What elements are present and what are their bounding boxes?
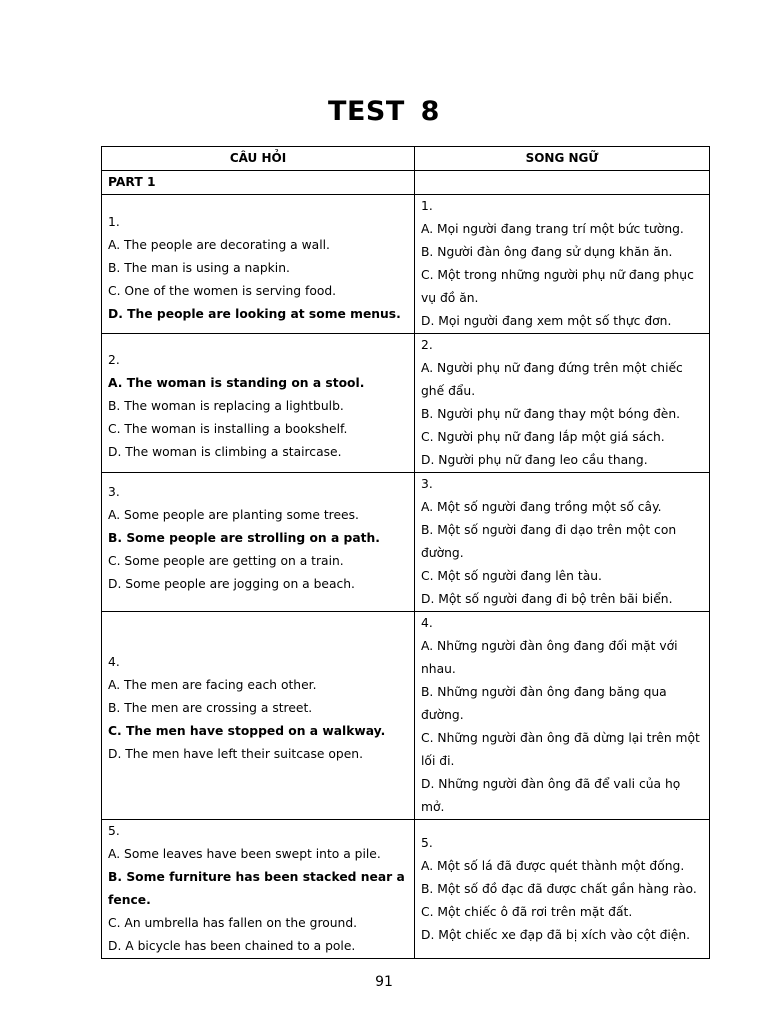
option-c: C. An umbrella has fallen on the ground.	[108, 916, 358, 930]
question-number: 5.	[108, 824, 120, 838]
question-row	[102, 195, 710, 334]
vn-line: D. Một số người đang đi bộ trên bãi biển.	[421, 592, 673, 606]
option-d: D. Some people are jogging on a beach.	[108, 576, 355, 591]
question-vn-cell	[415, 473, 710, 612]
option-d-answer: D. The people are looking at some menus.	[108, 306, 401, 321]
vn-line: C. Một số người đang lên tàu.	[421, 569, 602, 583]
option-c: C. The woman is installing a bookshelf.	[108, 421, 348, 436]
page-title: TEST 8	[328, 96, 440, 127]
option-b-answer: B. Some furniture has been stacked near a	[108, 870, 405, 884]
vn-line: D. Một chiếc xe đạp đã bị xích vào cột điện.	[421, 927, 691, 942]
vn-line: A. Người phụ nữ đang đứng trên một chiếc	[421, 361, 683, 375]
header-questions: CÂU HỎI	[102, 147, 415, 171]
option-c-answer: C. The men have stopped on a walkway.	[108, 724, 386, 738]
question-en-cell	[102, 473, 415, 612]
question-en-cell	[102, 612, 415, 820]
vn-line: vụ đồ ăn.	[421, 291, 479, 305]
vn-line: 1.	[421, 199, 433, 213]
question-row	[102, 473, 710, 612]
vn-line: nhau.	[421, 662, 456, 676]
vn-line: B. Người phụ nữ đang thay một bóng đèn.	[421, 407, 681, 421]
vn-line: B. Một số đồ đạc đã được chất gần hàng rào.	[421, 881, 697, 896]
vn-line: D. Những người đàn ông đã để vali của họ	[421, 777, 681, 791]
question-row	[102, 612, 710, 820]
vn-line: C. Những người đàn ông đã dừng lại trên một	[421, 731, 700, 745]
vn-line: 4.	[421, 616, 433, 630]
option-c: C. One of the women is serving food.	[108, 283, 337, 298]
vn-line: B. Một số người đang đi dạo trên một con	[421, 523, 677, 537]
vn-line: mở.	[421, 800, 445, 814]
option-b: B. The men are crossing a street.	[108, 701, 313, 715]
vn-line: C. Người phụ nữ đang lắp một giá sách.	[421, 430, 665, 444]
vn-line: D. Mọi người đang xem một số thực đơn.	[421, 314, 672, 328]
part-row	[102, 171, 710, 195]
bilingual-table	[101, 146, 710, 959]
question-en-cell	[102, 195, 415, 334]
table-header-row	[102, 147, 710, 171]
vn-line: A. Những người đàn ông đang đối mặt với	[421, 639, 678, 653]
option-a-answer: A. The woman is standing on a stool.	[108, 375, 365, 390]
vn-line: 2.	[421, 338, 433, 352]
vn-line: A. Một số người đang trồng một số cây.	[421, 500, 662, 514]
vn-line: lối đi.	[421, 754, 455, 768]
option-b: B. The man is using a napkin.	[108, 260, 290, 275]
part-label: PART 1	[102, 171, 415, 195]
vn-line: D. Người phụ nữ đang leo cầu thang.	[421, 453, 648, 467]
question-number: 1.	[108, 214, 120, 229]
vn-line: A. Mọi người đang trang trí một bức tường.	[421, 222, 684, 236]
question-vn-cell	[415, 612, 710, 820]
option-b-answer: B. Some people are strolling on a path.	[108, 530, 380, 545]
vn-line: A. Một số lá đã được quét thành một đống.	[421, 858, 685, 873]
part-empty-cell	[415, 171, 710, 195]
question-row	[102, 334, 710, 473]
page-number: 91	[375, 974, 393, 990]
option-a: A. Some people are planting some trees.	[108, 507, 359, 522]
question-en-cell	[102, 334, 415, 473]
question-vn-cell	[415, 195, 710, 334]
option-b: B. The woman is replacing a lightbulb.	[108, 398, 344, 413]
vn-line: B. Những người đàn ông đang băng qua	[421, 685, 667, 699]
vn-line: ghế đẩu.	[421, 384, 476, 398]
question-vn-cell	[415, 334, 710, 473]
vn-line: đường.	[421, 546, 464, 560]
option-c: C. Some people are getting on a train.	[108, 553, 344, 568]
option-a: A. The men are facing each other.	[108, 678, 317, 692]
option-d: D. The woman is climbing a staircase.	[108, 444, 342, 459]
vn-line: C. Một trong những người phụ nữ đang phục	[421, 268, 694, 282]
question-number: 2.	[108, 352, 120, 367]
question-number: 3.	[108, 484, 120, 499]
option-a: A. The people are decorating a wall.	[108, 237, 330, 252]
option-d: D. A bicycle has been chained to a pole.	[108, 939, 356, 953]
question-number: 4.	[108, 655, 120, 669]
vn-line: 5.	[421, 835, 433, 850]
header-bilingual: SONG NGỮ	[415, 147, 710, 171]
option-d: D. The men have left their suitcase open.	[108, 747, 363, 761]
option-b-answer-cont: fence.	[108, 893, 151, 907]
vn-line: đường.	[421, 708, 464, 722]
question-vn-cell	[415, 820, 710, 959]
vn-line: 3.	[421, 477, 433, 491]
option-a: A. Some leaves have been swept into a pile.	[108, 847, 381, 861]
question-row	[102, 820, 710, 959]
question-en-cell	[102, 820, 415, 959]
vn-line: C. Một chiếc ô đã rơi trên mặt đất.	[421, 904, 633, 919]
vn-line: B. Người đàn ông đang sử dụng khăn ăn.	[421, 245, 673, 259]
